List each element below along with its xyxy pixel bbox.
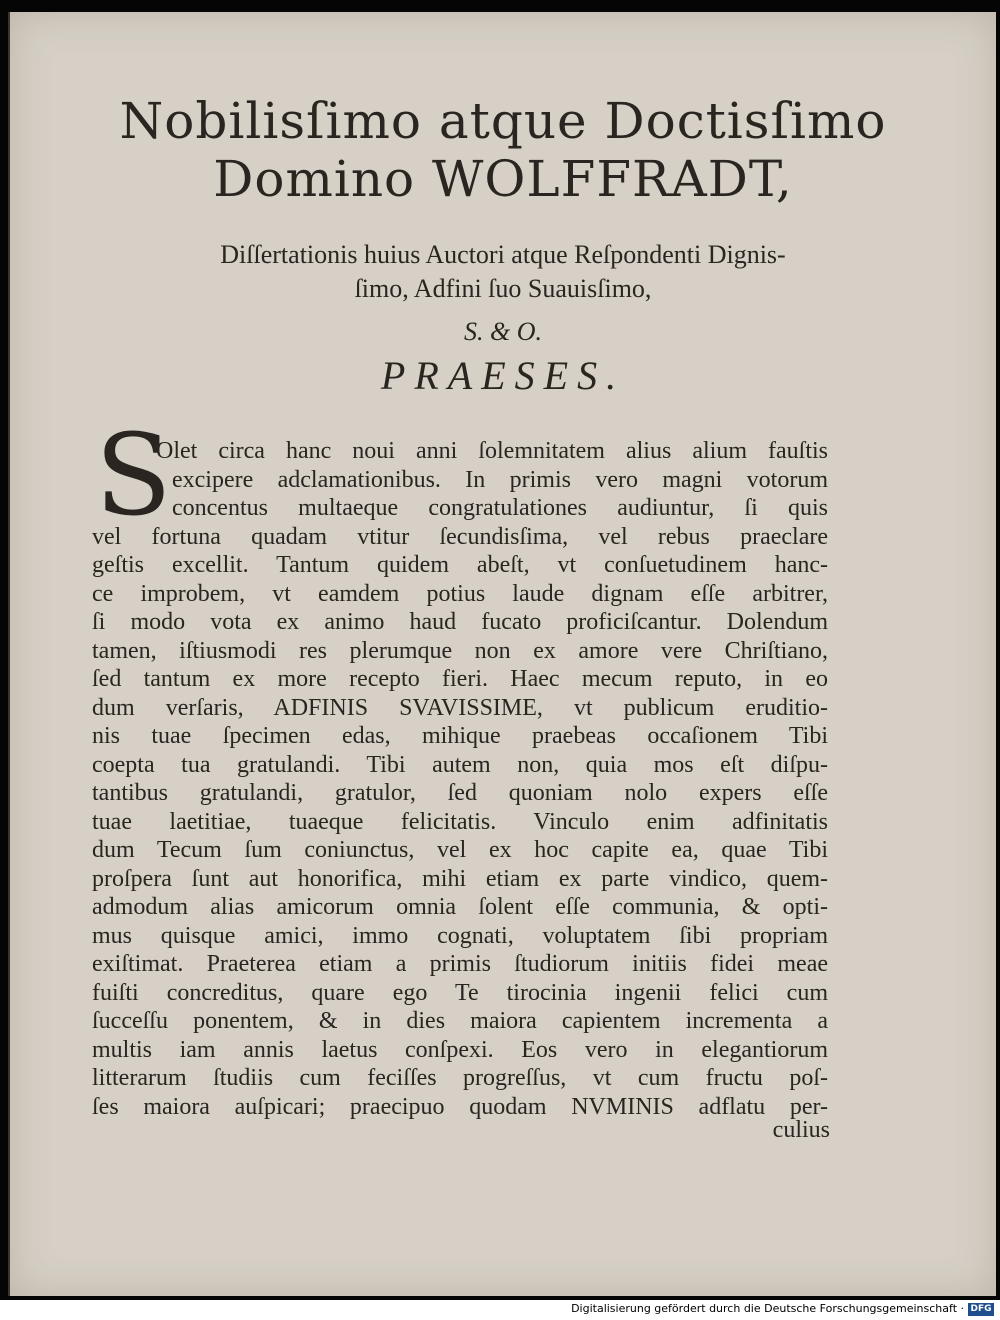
- catchword: culius: [772, 1117, 830, 1143]
- footer-text: Digitalisierung gefördert durch die Deutsche Forschungsgemeinschaft ·: [571, 1302, 964, 1315]
- title-line-1: Nobilisſimo atque Doctisſimo: [119, 92, 887, 150]
- praeses-heading: PRAESES.: [380, 353, 626, 398]
- body-line: dum Tecum ſum coniunctus, vel ex hoc capite ea, quae Tibi: [92, 837, 828, 863]
- body-line: ce improbem, vt eamdem potius laude dignam eſſe arbitrer,: [92, 580, 828, 607]
- subtitle-line-1: Diſſertationis huius Auctori atque Reſpondenti Dignis-: [220, 240, 786, 269]
- body-line: excipere adclamationibus. In primis vero magni votorum: [172, 466, 828, 493]
- book-page: [8, 12, 996, 1296]
- drop-cap: S: [95, 411, 172, 541]
- body-line: geſtis excellit. Tantum quidem abeſt, vt conſuetudinem hanc-: [92, 552, 828, 578]
- body-line: multis iam annis laetus conſpexi. Eos vero in elegantiorum: [92, 1036, 828, 1063]
- body-line: coepta tua gratulandi. Tibi autem non, quia mos eſt diſpu-: [92, 751, 828, 778]
- footer-bar: [0, 1300, 1000, 1320]
- body-line: Olet circa hanc noui anni ſolemnitatem alius alium fauſtis: [156, 438, 828, 464]
- salutation: S. & O.: [464, 317, 542, 346]
- body-line: vel fortuna quadam vtitur ſecundisſima, vel rebus praeclare: [92, 523, 828, 550]
- body-line: proſpera ſunt aut honorifica, mihi etiam ex parte vindico, quem-: [92, 865, 828, 892]
- body-line: ſucceſſu ponentem, & in dies maiora capientem incrementa a: [92, 1008, 828, 1034]
- body-line: tuae laetitiae, tuaeque felicitatis. Vinculo enim adfinitatis: [92, 808, 828, 835]
- body-line: tantibus gratulandi, gratulor, ſed quoniam nolo expers eſſe: [92, 780, 828, 806]
- title-line-2: Domino WOLFFRADT,: [213, 150, 793, 208]
- body-line: concentus multaeque congratulationes audiuntur, ſi quis: [172, 495, 828, 521]
- body-line: exiſtimat. Praeterea etiam a primis ſtudiorum initiis fidei meae: [92, 951, 828, 977]
- body-line: tamen, iſtiusmodi res plerumque non ex amore vere Chriſtiano,: [92, 637, 828, 664]
- dfg-logo-icon: DFG: [968, 1303, 994, 1316]
- subtitle-line-2: ſimo, Adfini ſuo Suauisſimo,: [354, 274, 652, 303]
- body-line: fuiſti concreditus, quare ego Te tirocinia ingenii felici cum: [92, 979, 828, 1006]
- body-line: mus quisque amici, immo cognati, voluptatem ſibi propriam: [92, 922, 828, 949]
- body-line: ſi modo vota ex animo haud fucato proficiſcantur. Dolendum: [92, 609, 828, 635]
- body-line: nis tuae ſpecimen edas, mihique praebeas occaſionem Tibi: [92, 723, 828, 749]
- body-line: ſes maiora auſpicari; praecipuo quodam NVMINIS adflatu per-: [92, 1093, 828, 1120]
- body-line: admodum alias amicorum omnia ſolent eſſe communia, & opti-: [92, 894, 828, 920]
- body-line: litterarum ſtudiis cum feciſſes progreſſus, vt cum fructu poſ-: [92, 1065, 828, 1091]
- body-line: dum verſaris, ADFINIS SVAVISSIME, vt publicum eruditio-: [92, 694, 828, 721]
- body-line: ſed tantum ex more recepto fieri. Haec mecum reputo, in eo: [92, 666, 828, 692]
